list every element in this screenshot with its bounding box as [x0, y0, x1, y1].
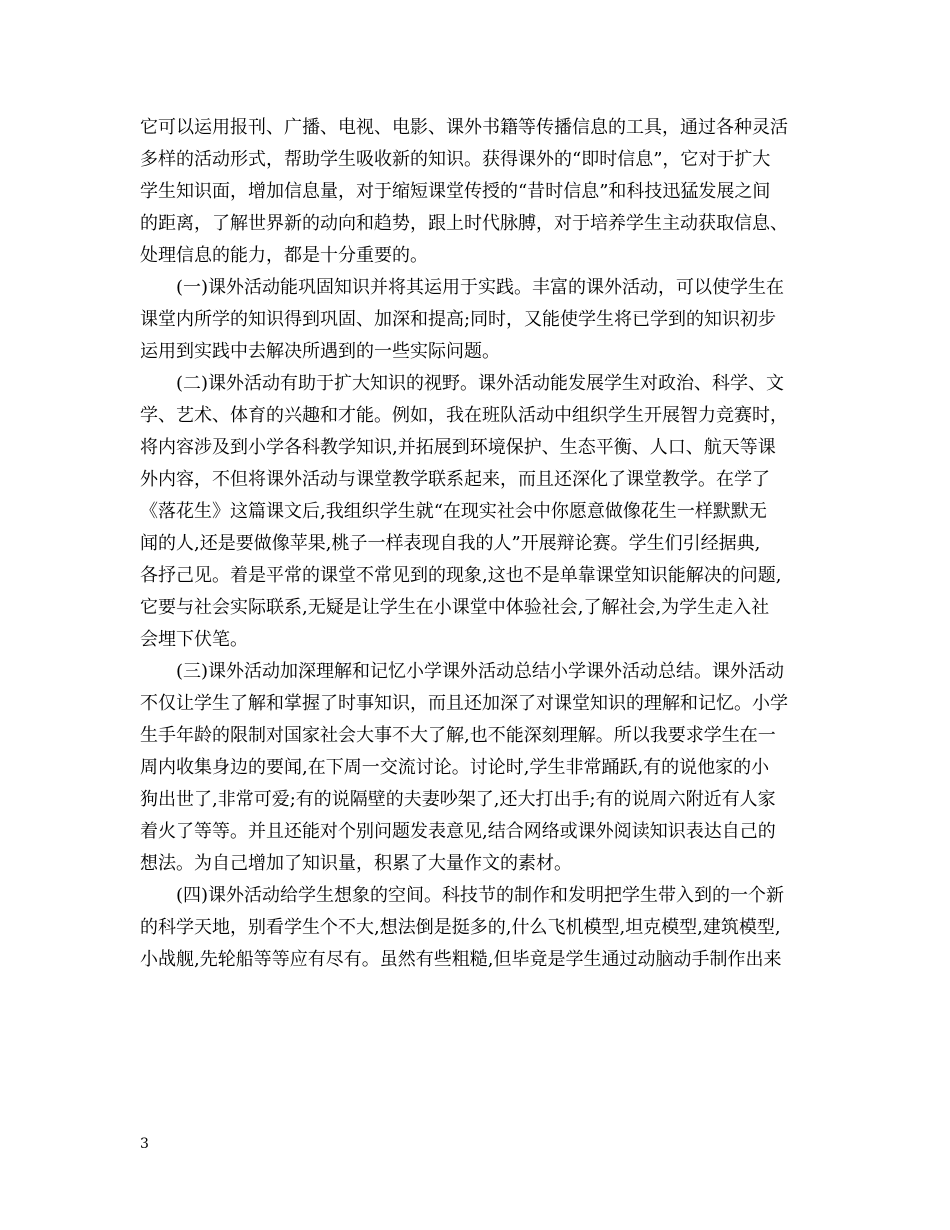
text-line: 生手年龄的限制对国家社会大事不大了解,也不能深刻理解。所以我要求学生在一 [140, 725, 776, 746]
text-line: 学生知识面，增加信息量，对于缩短课堂传授的“昔时信息”和科技迅猛发展之间 [140, 181, 771, 202]
text-line: 想法。为自己增加了知识量，积累了大量作文的素材。 [140, 853, 572, 874]
paragraph-start-line: (一)课外活动能巩固知识并将其运用于实践。丰富的课外活动，可以使学生在 [176, 277, 785, 298]
text-line: 《落花生》这篇课文后,我组织学生就“在现实社会中你愿意做像花生一样默默无 [140, 501, 767, 522]
text-line: 小战舰,先轮船等等应有尽有。虽然有些粗糙,但毕竟是学生通过动脑动手制作出来 [140, 949, 782, 970]
paragraph-start-line: (二)课外活动有助于扩大知识的视野。课外活动能发展学生对政治、科学、文 [176, 373, 785, 394]
text-line: 着火了等等。并且还能对个别问题发表意见,结合网络或课外阅读知识表达自己的 [140, 821, 776, 842]
text-line: 的距离，了解世界新的动向和趋势，跟上时代脉膊，对于培养学生主动获取信息、 [140, 213, 788, 234]
paragraph-start-line: (三)课外活动加深理解和记忆小学课外活动总结小学课外活动总结。课外活动 [176, 661, 785, 682]
text-line: 多样的活动形式，帮助学生吸收新的知识。获得课外的“即时信息”，它对于扩大 [140, 149, 771, 170]
text-line: 周内收集身边的要闻,在下周一交流讨论。讨论时,学生非常踊跃,有的说他家的小 [140, 757, 770, 778]
text-line: 运用到实践中去解决所遇到的一些实际问题。 [140, 341, 500, 362]
page-number: 3 [140, 1136, 149, 1152]
text-line: 会埋下伏笔。 [140, 629, 248, 650]
text-line: 学、艺术、体育的兴趣和才能。例如，我在班队活动中组织学生开展智力竞赛时， [140, 405, 788, 426]
text-line: 狗出世了,非常可爱;有的说隔壁的夫妻吵架了,还大打出手;有的说周六附近有人家 [140, 789, 776, 810]
text-line: 外内容，不但将课外活动与课堂教学联系起来，而且还深化了课堂教学。在学了 [140, 469, 770, 490]
text-line: 闻的人,还是要做像苹果,桃子一样表现自我的人”开展辩论赛。学生们引经据典, [140, 533, 761, 554]
text-line: 处理信息的能力，都是十分重要的。 [140, 245, 428, 266]
text-line: 不仅让学生了解和掌握了时事知识，而且还加深了对课堂知识的理解和记忆。小学 [140, 693, 788, 714]
text-line: 的科学天地，别看学生个不大,想法倒是挺多的,什么飞机模型,坦克模型,建筑模型, [140, 917, 781, 938]
text-line: 课堂内所学的知识得到巩固、加深和提高;同时，又能使学生将已学到的知识初步 [140, 309, 777, 330]
text-line: 各抒己见。着是平常的课堂不常见到的现象,这也不是单靠课堂知识能解决的问题, [140, 565, 782, 586]
text-line: 它要与社会实际联系,无疑是让学生在小课堂中体验社会,了解社会,为学生走入社 [140, 597, 770, 618]
paragraph-start-line: (四)课外活动给学生想象的空间。科技节的制作和发明把学生带入到的一个新 [176, 885, 785, 906]
text-line: 它可以运用报刊、广播、电视、电影、课外书籍等传播信息的工具，通过各种灵活 [140, 117, 788, 138]
text-line: 将内容涉及到小学各科教学知识,并拓展到环境保护、生态平衡、人口、航天等课 [140, 437, 776, 458]
